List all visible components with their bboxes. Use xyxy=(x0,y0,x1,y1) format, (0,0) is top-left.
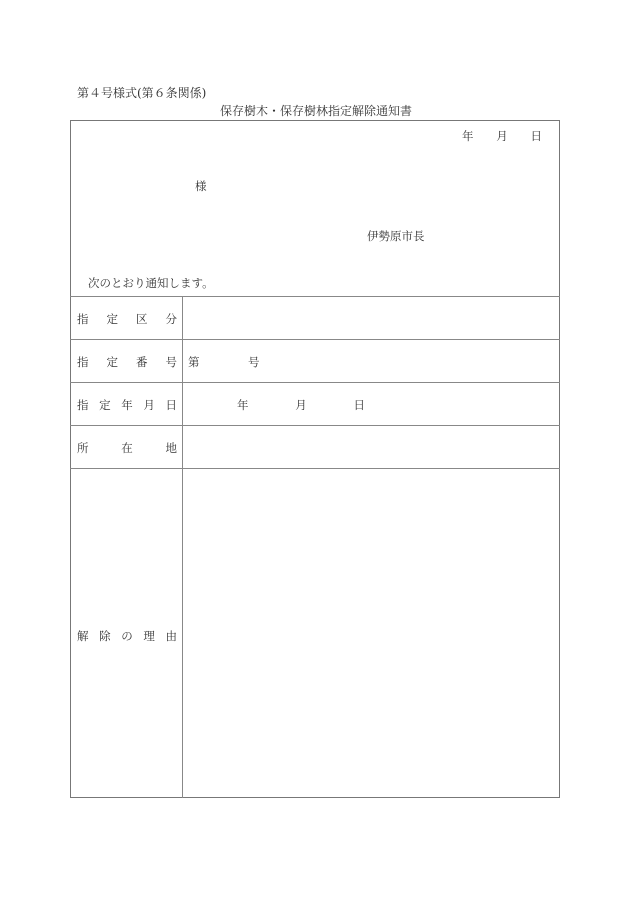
number-prefix: 第 xyxy=(188,355,200,369)
form-number: 第４号様式(第６条関係) xyxy=(77,86,207,100)
document-title: 保存樹木・保存樹林指定解除通知書 xyxy=(220,104,413,118)
label-cancellation-reason: 解 除 の 理 由 xyxy=(77,629,177,643)
issuer-name: 伊勢原市長 xyxy=(367,229,425,243)
field-designation-category[interactable] xyxy=(184,298,559,338)
column-divider xyxy=(182,296,183,798)
row-divider xyxy=(70,339,560,340)
row-divider xyxy=(70,468,560,469)
label-location: 所 在 地 xyxy=(77,441,177,455)
label-designation-category: 指 定 区 分 xyxy=(77,312,177,326)
field-designation-number[interactable] xyxy=(184,341,559,381)
number-suffix: 号 xyxy=(248,355,260,369)
date-day-label: 日 xyxy=(530,129,542,143)
date-year-label: 年 xyxy=(462,129,474,143)
addressee-suffix: 様 xyxy=(195,179,207,193)
label-designation-number: 指 定 番 号 xyxy=(77,355,177,369)
notice-date[interactable] xyxy=(462,128,542,144)
field-cancellation-reason[interactable] xyxy=(184,470,559,796)
row-divider xyxy=(70,425,560,426)
row-divider xyxy=(70,296,560,297)
label-designation-date: 指 定 年 月 日 xyxy=(77,398,177,412)
notice-intro: 次のとおり通知します。 xyxy=(88,276,214,290)
field-location[interactable] xyxy=(184,427,559,467)
row-divider xyxy=(70,382,560,383)
designation-date-units: 年 月 日 xyxy=(237,398,365,412)
date-month-label: 月 xyxy=(496,129,508,143)
